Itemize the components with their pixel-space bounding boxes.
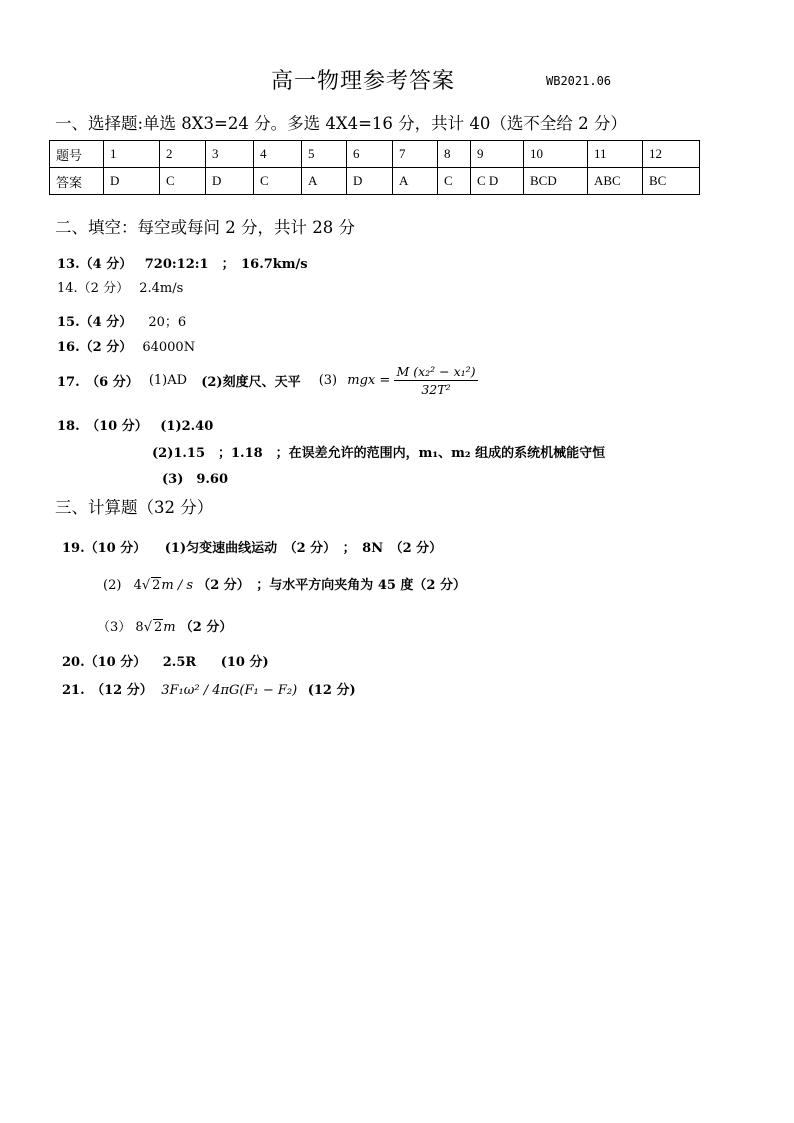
q19-part3-coef: 8 <box>135 620 144 635</box>
answer-cell: C <box>160 168 206 195</box>
question-cell: 4 <box>254 141 302 168</box>
q14-answer: 2.4m/s <box>139 281 184 296</box>
q18-part3: (3) 9.60 <box>162 472 229 487</box>
q19-part3-radicand: 2 <box>154 620 163 635</box>
q20-answer: 2.5R <box>162 655 197 670</box>
q18-number: 18. （10 分） <box>57 419 148 434</box>
q16-answer: 64000N <box>142 340 196 355</box>
question-cell: 3 <box>206 141 254 168</box>
answer-cell: A <box>393 168 438 195</box>
q21-number: 21. （12 分） <box>62 683 153 698</box>
q21-points: (12 分) <box>307 683 356 698</box>
q15-line <box>57 311 186 330</box>
question-cell: 2 <box>160 141 206 168</box>
answer-table <box>49 140 700 195</box>
q20-number: 20.（10 分） <box>62 655 147 670</box>
q19-part1: (1)匀变速曲线运动 （2 分） ； 8N （2 分） <box>164 541 443 556</box>
q20-line <box>62 651 269 670</box>
q17-line <box>57 364 478 397</box>
q13-number: 13.（4 分） <box>57 257 133 272</box>
question-cell: 7 <box>393 141 438 168</box>
q13-answer: 720:12:1 ； 16.7km/s <box>144 257 308 272</box>
answer-cell: BC <box>643 168 700 195</box>
q19-part2-unit: m / s <box>161 578 194 593</box>
row-header-question: 题号 <box>50 141 104 168</box>
question-cell: 1 <box>104 141 160 168</box>
section3-heading: 三、计算题（32 分） <box>55 498 214 517</box>
question-cell: 5 <box>302 141 347 168</box>
q17-part1: (1)AD <box>148 373 188 388</box>
section1-heading: 一、选择题:单选 8X3=24 分。多选 4X4=16 分，共计 40（选不全给 2 分） <box>55 114 627 133</box>
section2-heading: 二、填空：每空或每问 2 分，共计 28 分 <box>55 218 355 237</box>
q19-part2-label: (2) <box>103 578 122 593</box>
q17-part3: (3) <box>318 373 338 388</box>
q16-number: 16.（2 分） <box>57 340 133 355</box>
q17-lhs: mgx = <box>347 373 391 388</box>
q19-number: 19.（10 分） <box>62 541 147 556</box>
sqrt-icon: √ <box>141 578 151 593</box>
q16-line <box>57 336 195 355</box>
page-title: 高一物理参考答案 <box>271 69 456 94</box>
answer-cell: A <box>302 168 347 195</box>
answer-cell: C <box>254 168 302 195</box>
table-row <box>50 168 700 195</box>
q19-part2-line <box>103 574 466 593</box>
question-cell: 8 <box>438 141 471 168</box>
q19-part3-unit: m <box>163 620 176 635</box>
q19-part3-line <box>97 616 232 635</box>
q18-part1: (1)2.40 <box>160 419 214 434</box>
q17-part2: (2)刻度尺、天平 <box>201 375 301 390</box>
table-row <box>50 141 700 168</box>
q15-answer: 20；6 <box>148 315 187 330</box>
answer-cell: D <box>347 168 393 195</box>
answer-cell: ABC <box>588 168 643 195</box>
q19-part3-label: （3） <box>97 620 132 635</box>
answer-cell: C D <box>471 168 524 195</box>
q20-points: (10 分) <box>220 655 269 670</box>
q13-line <box>57 253 308 272</box>
row-header-answer: 答案 <box>50 168 104 195</box>
q18-line <box>57 415 213 434</box>
answer-cell: D <box>206 168 254 195</box>
q19-part3-rest: （2 分） <box>179 620 233 635</box>
q14-line <box>57 277 183 296</box>
question-cell: 12 <box>643 141 700 168</box>
q21-line <box>62 679 356 698</box>
answer-cell: C <box>438 168 471 195</box>
q17-number: 17. （6 分） <box>57 375 139 390</box>
question-cell: 10 <box>524 141 588 168</box>
q15-number: 15.（4 分） <box>57 315 133 330</box>
document-code: WB2021.06 <box>546 74 612 88</box>
q17-numerator: M (x₂² − x₁²) <box>396 364 476 379</box>
q17-denominator: 32T² <box>421 382 451 397</box>
q18-part2: (2)1.15 ；1.18 ；在误差允许的范围内，m₁、m₂ 组成的系统机械能守恒 <box>152 446 606 461</box>
answer-cell: BCD <box>524 168 588 195</box>
answer-cell: D <box>104 168 160 195</box>
q19-line <box>62 537 442 556</box>
question-cell: 6 <box>347 141 393 168</box>
question-cell: 9 <box>471 141 524 168</box>
question-cell: 11 <box>588 141 643 168</box>
q19-part2-radicand: 2 <box>152 578 161 593</box>
q17-fraction <box>394 364 477 397</box>
q19-part2-coef: 4 <box>133 578 142 593</box>
sqrt-icon: √ <box>143 620 152 635</box>
q14-number: 14.（2 分） <box>57 281 130 296</box>
q21-formula: 3F₁ω² / 4πG(F₁ − F₂) <box>161 683 298 698</box>
q19-part2-rest: （2 分） ；与水平方向夹角为 45 度（2 分） <box>197 578 467 593</box>
